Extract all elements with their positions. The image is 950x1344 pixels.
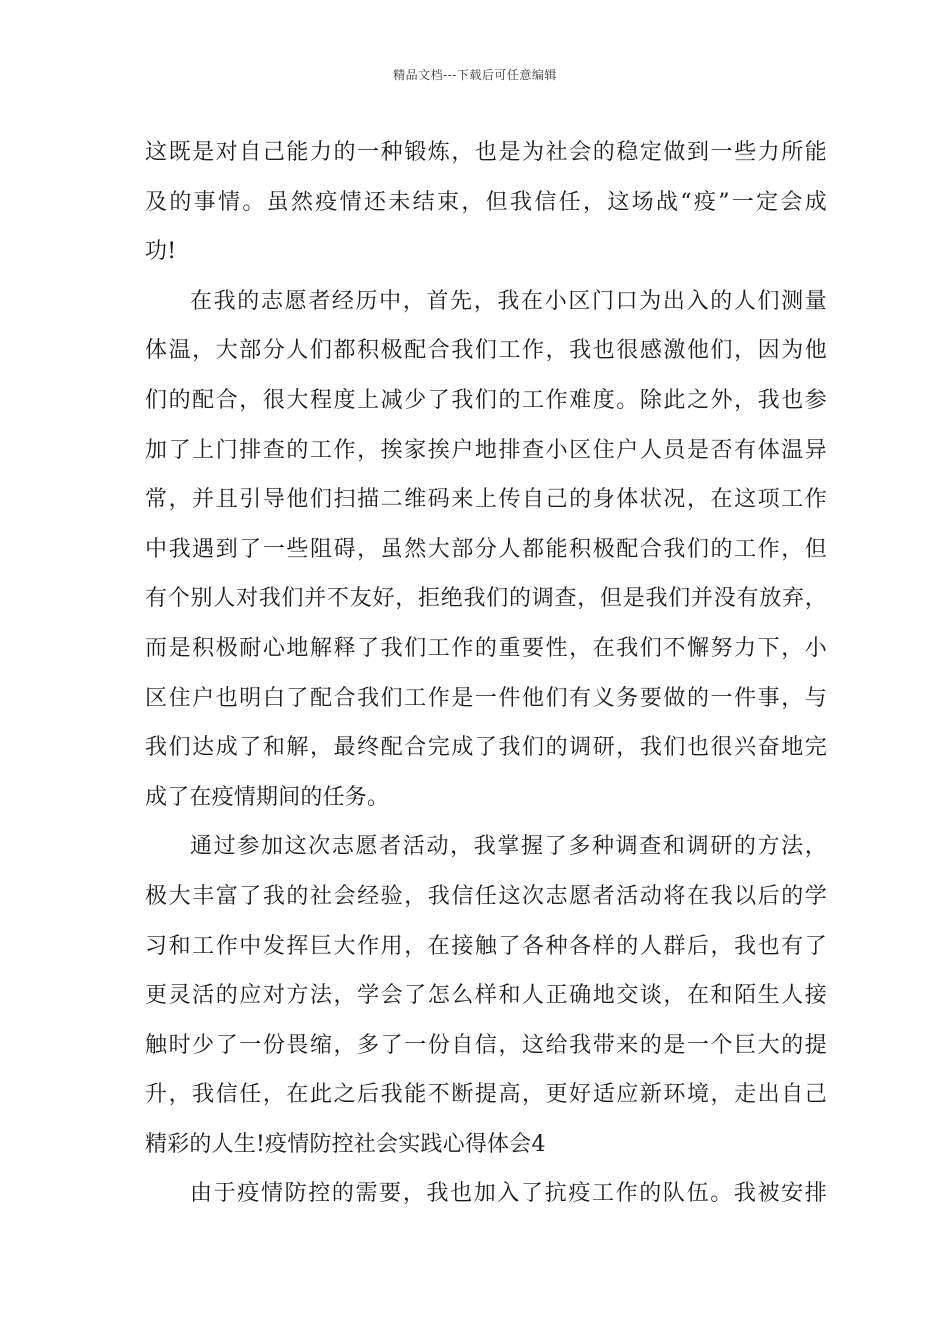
text-line: 我们达成了和解，最终配合完成了我们的调研，我们也很兴奋地完	[145, 735, 827, 761]
text-line: 体温，大部分人们都积极配合我们工作，我也很感激他们，因为他	[145, 338, 827, 364]
text-line: 加了上门排查的工作，挨家挨户地排查小区住户人员是否有体温异	[145, 437, 827, 463]
text-line: 有个别人对我们并不友好，拒绝我们的调查，但是我们并没有放弃，	[145, 586, 827, 612]
paragraph	[145, 822, 827, 1169]
text-line: 升，我信任，在此之后我能不断提高，更好适应新环境，走出自己	[145, 1082, 827, 1108]
paragraph	[145, 128, 827, 277]
text-line: 常，并且引导他们扫描二维码来上传自己的身体状况，在这项工作	[145, 487, 827, 513]
text-line: 及的事情。虽然疫情还未结束，但我信任，这场战“疫”一定会成	[145, 189, 827, 215]
text-line: 这既是对自己能力的一种锻炼，也是为社会的稳定做到一些力所能	[145, 140, 827, 165]
text-line: 习和工作中发挥巨大作用，在接触了各种各样的人群后，我也有了	[145, 933, 827, 959]
text-line: 成了在疫情期间的任务。	[145, 784, 390, 810]
text-line: 在我的志愿者经历中，首先，我在小区门口为出入的人们测量	[190, 288, 827, 314]
paragraph	[145, 277, 827, 823]
page-header: 精品文档---下载后可任意编辑	[393, 68, 557, 82]
text-line: 功!	[145, 239, 177, 265]
text-line: 极大丰富了我的社会经验，我信任这次志愿者活动将在我以后的学	[145, 883, 827, 909]
text-line: 触时少了一份畏缩，多了一份自信，这给我带来的是一个巨大的提	[145, 1032, 827, 1058]
text-line: 中我遇到了一些阻碍，虽然大部分人都能积极配合我们的工作，但	[145, 536, 827, 562]
text-line: 精彩的人生!疫情防控社会实践心得体会4	[145, 1131, 546, 1157]
text-line: 们的配合，很大程度上减少了我们的工作难度。除此之外，我也参	[145, 387, 827, 413]
text-line: 而是积极耐心地解释了我们工作的重要性，在我们不懈努力下，小	[145, 635, 827, 661]
text-line: 更灵活的应对方法，学会了怎么样和人正确地交谈，在和陌生人接	[145, 983, 827, 1009]
text-line: 区住户也明白了配合我们工作是一件他们有义务要做的一件事，与	[145, 685, 827, 711]
text-line: 通过参加这次志愿者活动，我掌握了多种调查和调研的方法，	[190, 834, 827, 860]
text-line: 由于疫情防控的需要，我也加入了抗疫工作的队伍。我被安排	[190, 1181, 827, 1207]
document-body	[145, 128, 827, 1219]
paragraph	[145, 1169, 827, 1219]
